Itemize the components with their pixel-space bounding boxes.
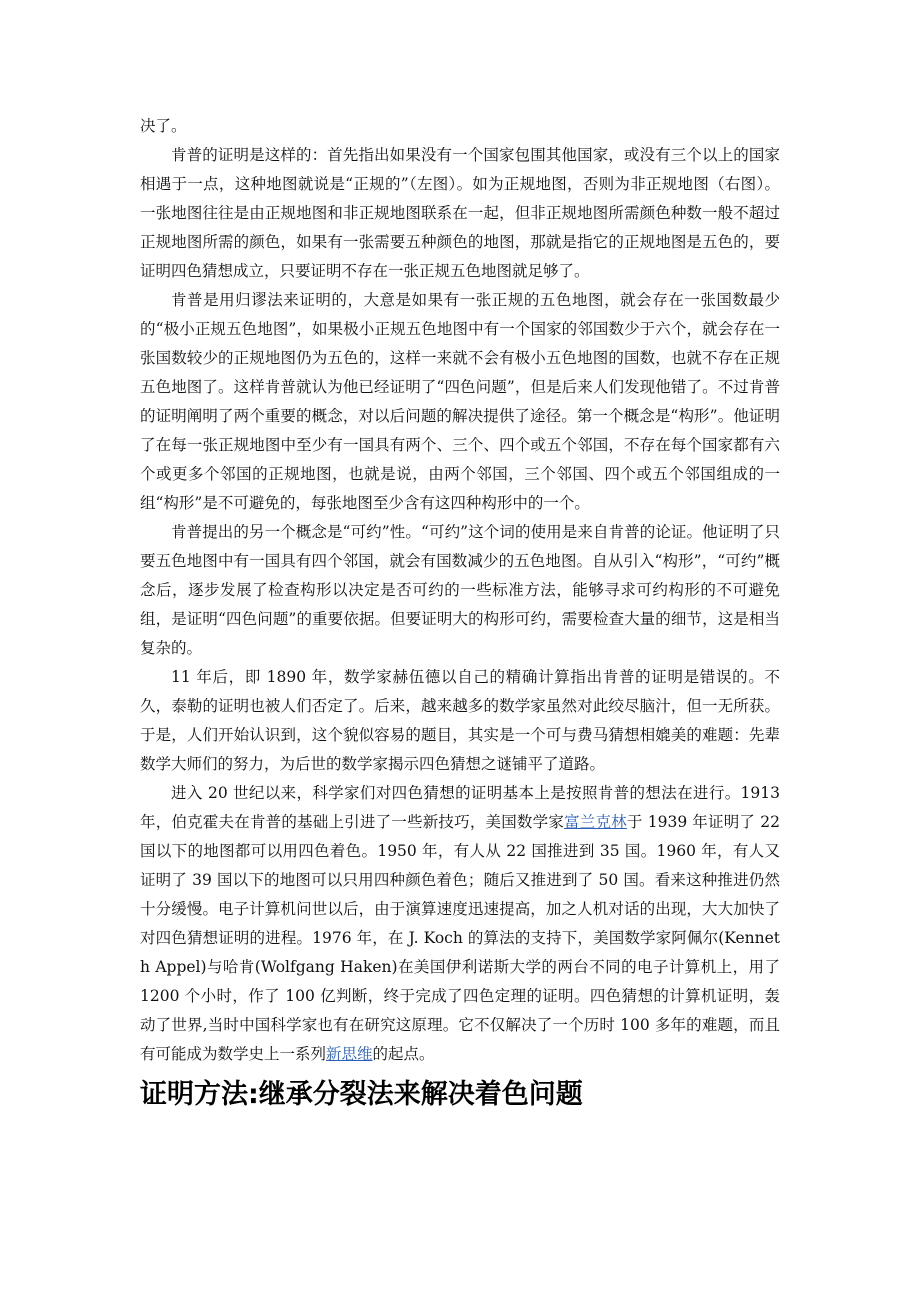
link-franklin[interactable]: 富兰克林 [564,813,627,831]
section-heading: 证明方法:继承分裂法来解决着色问题 [140,1079,583,1110]
paragraph-reducibility: 肯普提出的另一个概念是“可约”性。“可约”这个词的使用是来自肯普的论证。他证明了只要五色地图中有一国具有四个邻国，就会有国数减少的五色地图。自从引入“构形”，“可约”概念后，逐步发展了检查构形以决定是否可约的一些标准方法，能够寻求可约构形的不可避免组，是证明“四色问题”的重要依据。但要证明大的构形可约，需要检查大量的细节，这是相当复杂的。 [140,523,780,657]
paragraph-continuation: 决了。 [140,117,187,135]
text-segment: 于 1939 年证明了 22 国以下的地图都可以用四色着色。1950 年，有人从 22 国推进到 35 国。1960 年，有人又证明了 39 国以下的地图可以只用四种颜色着色；随后又推进到了 50 国。看来这种推进仍然十分缓慢。电子计算机问世以后，由于演算速度迅速提高，加之人机对话的出现，大大加快了对四色猜想证明的进程。1976 年，在 J. Koch 的算法的支持下，美国数学家阿佩尔(Kenneth Appel)与哈肯(Wolfgang Haken)在美国伊利诺斯大学的两台不同的电子计算机上，用了 1200 个小时，作了 100 亿判断，终于完成了四色定理的证明。四色猜想的计算机证明，轰动了世界,当时中国科学家也有在研究这原理。它不仅解决了一个历时 100 多年的难题，而且有可能成为数学史上一系列 [140,813,780,1063]
text-segment: 的起点。 [372,1045,435,1063]
paragraph-reductio: 肯普是用归谬法来证明的，大意是如果有一张正规的五色地图，就会存在一张国数最少的“极小正规五色地图”，如果极小正规五色地图中有一个国家的邻国数少于六个，就会存在一张国数较少的正规地图仍为五色的，这样一来就不会有极小五色地图的国数，也就不存在正规五色地图了。这样肯普就认为他已经证明了“四色问题”，但是后来人们发现他错了。不过肯普的证明阐明了两个重要的概念，对以后问题的解决提供了途径。第一个概念是“构形”。他证明了在每一张正规地图中至少有一国具有两个、三个、四个或五个邻国，不存在每个国家都有六个或更多个邻国的正规地图，也就是说，由两个邻国，三个邻国、四个或五个邻国组成的一组“构形”是不可避免的，每张地图至少含有这四种构形中的一个。 [140,291,780,512]
paragraph-20th-century [140,779,780,1069]
text-segment: 进入 20 世纪以来，科学家们对四色猜想的证明基本上是按照肯普的想法在进行。1913 年，伯克霍夫在肯普的基础上引进了一些新技巧，美国数学家 [140,784,780,831]
paragraph-heawood: 11 年后，即 1890 年，数学家赫伍德以自己的精确计算指出肯普的证明是错误的。不久，泰勒的证明也被人们否定了。后来，越来越多的数学家虽然对此绞尽脑汁，但一无所获。于是，人们开始认识到，这个貌似容易的题目，其实是一个可与费马猜想相媲美的难题：先辈数学大师们的努力，为后世的数学家揭示四色猜想之谜铺平了道路。 [140,668,780,773]
link-new-thinking[interactable]: 新思维 [326,1045,373,1063]
paragraph-kempe-proof: 肯普的证明是这样的：首先指出如果没有一个国家包围其他国家，或没有三个以上的国家相遇于一点，这种地图就说是“正规的”（左图）。如为正规地图，否则为非正规地图（右图）。一张地图往往是由正规地图和非正规地图联系在一起，但非正规地图所需颜色种数一般不超过正规地图所需的颜色，如果有一张需要五种颜色的地图，那就是指它的正规地图是五色的，要证明四色猜想成立，只要证明不存在一张正规五色地图就足够了。 [140,146,780,280]
document-page [140,112,780,1117]
